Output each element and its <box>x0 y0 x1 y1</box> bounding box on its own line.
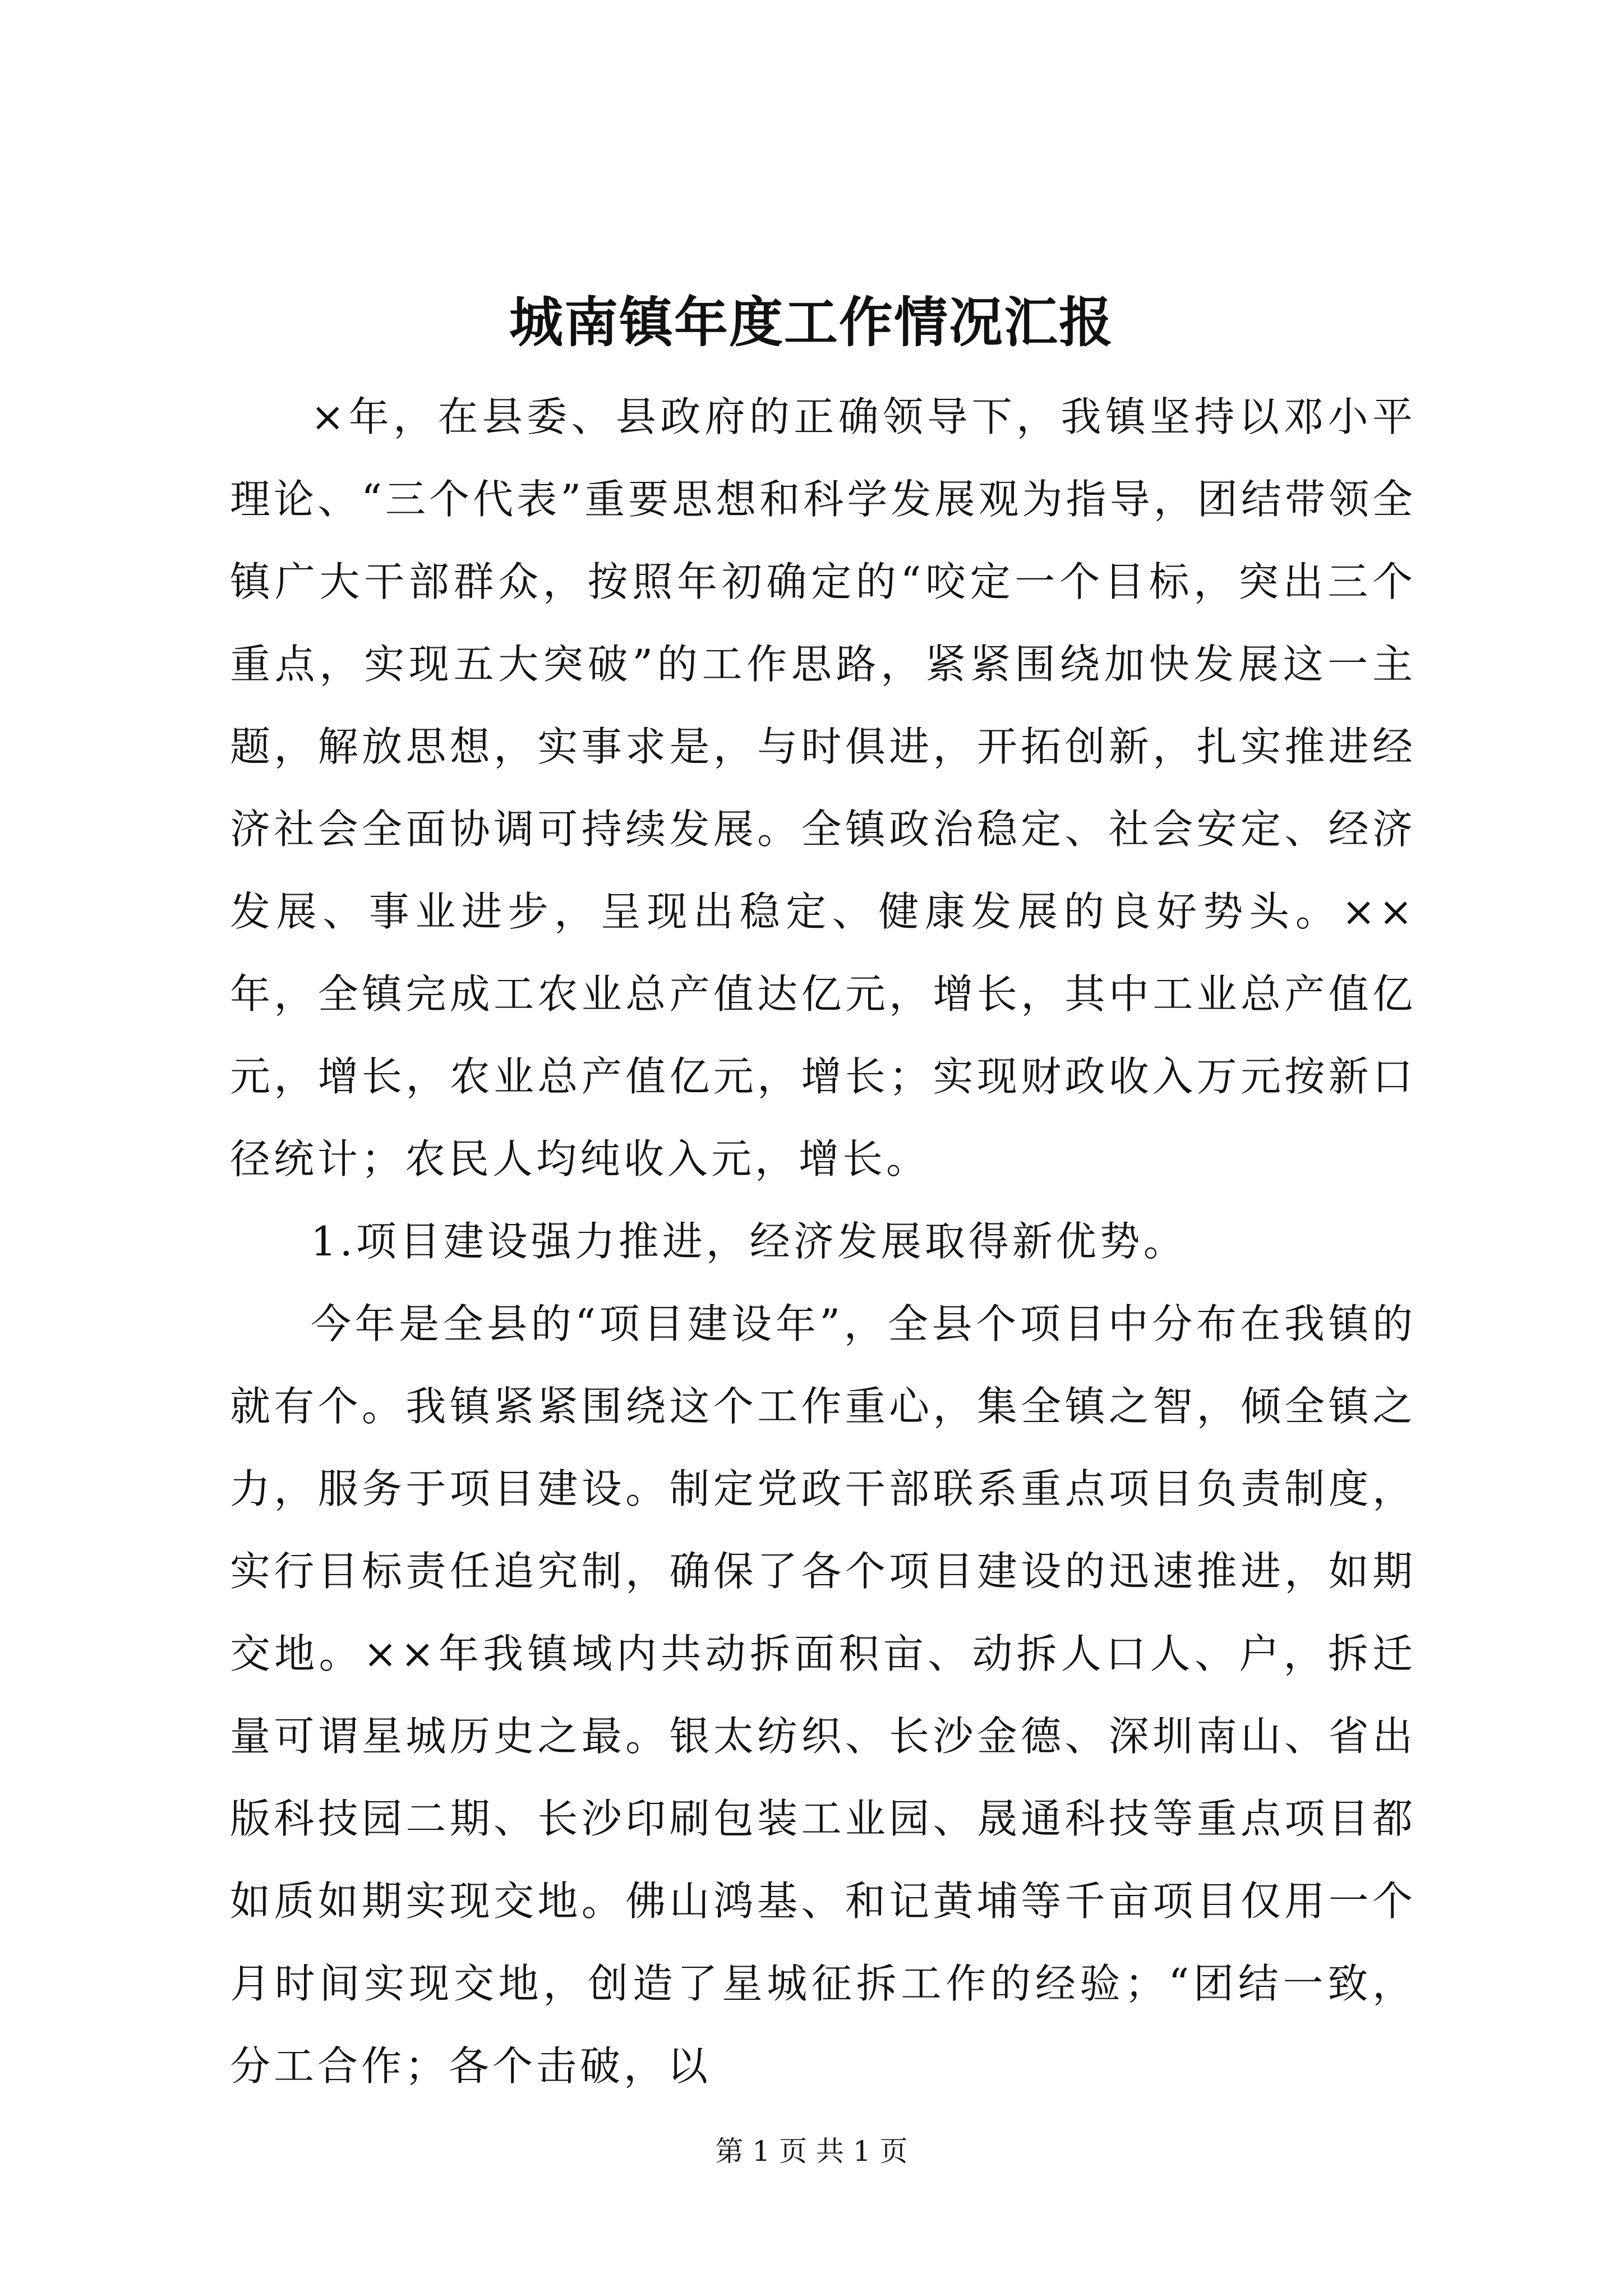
document-title: 城南镇年度工作情况汇报 <box>509 291 1114 354</box>
document-body <box>230 376 1416 2108</box>
page-footer: 第 1 页 共 1 页 <box>715 2135 908 2168</box>
paragraph-intro: ×年，在县委、县政府的正确领导下，我镇坚持以邓小平理论、“三个代表”重要思想和科学发展观为指导，团结带领全镇广大干部群众，按照年初确定的“咬定一个目标，突出三个重点，实现五大突破”的工作思路，紧紧围绕加快发展这一主题，解放思想，实事求是，与时俱进，开拓创新，扎实推进经济社会全面协调可持续发展。全镇政治稳定、社会安定、经济发展、事业进步，呈现出稳定、健康发展的良好势头。××年，全镇完成工农业总产值达亿元，增长，其中工业总产值亿元，增长，农业总产值亿元，增长；实现财政收入万元按新口径统计；农民人均纯收入元，增长。 <box>230 393 1416 1182</box>
paragraph-project-construction: 今年是全县的“项目建设年”，全县个项目中分布在我镇的就有个。我镇紧紧围绕这个工作重心，集全镇之智，倾全镇之力，服务于项目建设。制定党政干部联系重点项目负责制度，实行目标责任追究制，确保了各个项目建设的迅速推进，如期交地。××年我镇域内共动拆面积亩、动拆人口人、户，拆迁量可谓星城历史之最。银太纺织、长沙金德、深圳南山、省出版科技园二期、长沙印刷包装工业园、晟通科技等重点项目都如质如期实现交地。佛山鸿基、和记黄埔等千亩项目仅用一个月时间实现交地，创造了星城征拆工作的经验；“团结一致，分工合作；各个击破，以 <box>230 1300 1416 2090</box>
paragraph-heading-1: 1.项目建设强力推进，经济发展取得新优势。 <box>311 1218 1187 1265</box>
